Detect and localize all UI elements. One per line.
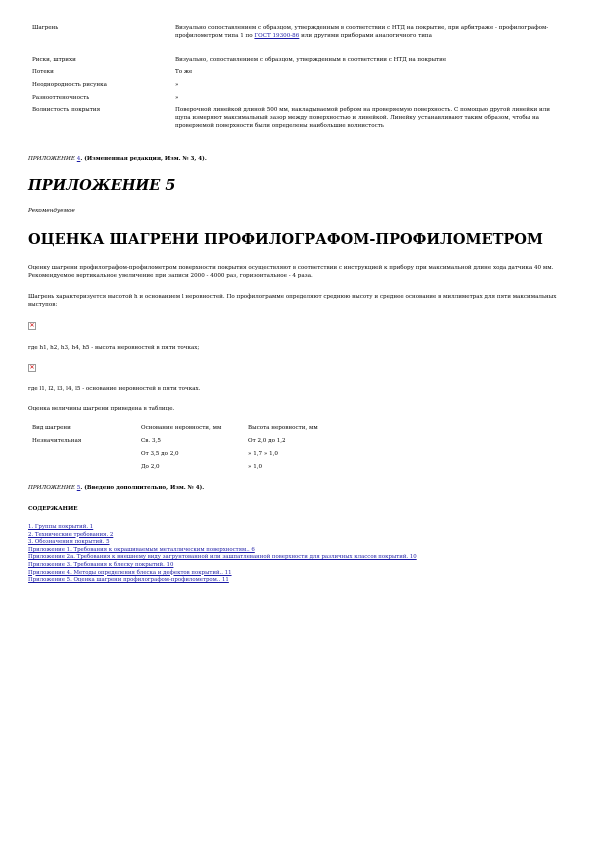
prop-name: Волнистость покрытия: [32, 107, 101, 113]
toc-link[interactable]: 2. Технические требования. 2: [28, 531, 114, 538]
gost-link[interactable]: ГОСТ 19300-86: [254, 33, 300, 39]
prop-value: »: [175, 95, 179, 101]
appendix-title: ПРИЛОЖЕНИЕ 5: [28, 177, 176, 194]
paragraph: Оценку шагрени профилографом-профилометром поверхности покрытия осуществляют в соответствии с инструкцией к прибору при максимальной длине хода датчика 40 мм. Рекомендуемое вертикальное увеличение при записи 2000 - 4000 раз, горизонтальное - 4 раза.: [28, 265, 554, 279]
prop-value: Визуально сопоставлением с образцом, утвержденным в соответствии с НТД на покрытие, при арбитраже - профилографом-профилометром типа 1 по ГОСТ 19300-86 или другими приборами аналогичного типа: [175, 25, 549, 39]
prop-name: Потеки: [32, 69, 54, 75]
prop-value: То же: [175, 69, 193, 75]
table-cell: До 2,0: [141, 464, 160, 470]
formula-caption: где l1, l2, l3, l4, l5 - основание неровностей в пяти точках.: [28, 386, 201, 392]
prop-value: »: [175, 82, 179, 88]
prop-name: Шагрень: [32, 25, 59, 31]
amendment-note: ПРИЛОЖЕНИЕ 4. (Измененная редакция, Изм. № 3, 4).: [28, 156, 207, 162]
paragraph: Оценка величины шагрени приведена в таблице.: [28, 406, 175, 412]
toc-link[interactable]: 1. Группы покрытий. 1: [28, 524, 94, 530]
table-of-contents: [28, 524, 417, 585]
table-header: Вид шагрени: [32, 425, 71, 431]
section-title: ОЦЕНКА ШАГРЕНИ ПРОФИЛОГРАФОМ-ПРОФИЛОМЕТРОМ: [28, 231, 543, 248]
table-header: Основание неровности, мм: [141, 425, 222, 431]
table-cell: » 1,0: [248, 464, 263, 470]
appendix-link[interactable]: 5: [76, 485, 81, 491]
toc-link[interactable]: Приложение 5. Оценка шагрени профилографом-профилометром.. 11: [28, 577, 229, 584]
table-cell: Незначительная: [32, 438, 82, 444]
prop-value: Поверочной линейкой длиной 500 мм, накладываемой ребром на проверяемую поверхность. С помощью другой линейки или щупа измеряют максимальный зазор между поверхностью и линейкой. Линейку устанавливают таким образом, чтобы на проверяемой поверхности были определены наибольшие волнистость: [175, 107, 550, 129]
prop-name: Разнооттеночность: [32, 95, 90, 101]
prop-value: Визуально, сопоставлением с образцом, утвержденным в соответствии с НТД на покрытие: [175, 57, 447, 63]
table-cell: Св. 3,5: [141, 438, 161, 444]
recommended-label: Рекомендуемое: [28, 208, 75, 214]
prop-name: Риски, штрихи: [32, 57, 76, 63]
toc-link[interactable]: Приложение 3. Требования к блеску покрытий. 10: [28, 561, 174, 568]
table-cell: » 1,7 » 1,0: [248, 451, 278, 457]
table-header: Высота неровности, мм: [248, 425, 318, 431]
toc-link[interactable]: Приложение 1. Требования к окрашиваемым металлическим поверхностям.. 6: [28, 546, 255, 553]
paragraph: Шагрень характеризуется высотой h и основанием l неровностей. По профилограмме определяют среднюю высоту и среднее основание в миллиметрах для пяти максимальных выступов:: [28, 294, 557, 308]
contents-title: СОДЕРЖАНИЕ: [28, 506, 78, 512]
toc-link[interactable]: Приложение 4. Методы определения блеска и дефектов покрытий.. 11: [28, 569, 232, 576]
table-cell: От 3,5 до 2,0: [141, 451, 179, 457]
table-cell: От 2,0 до 1,2: [248, 438, 286, 444]
prop-name: Неоднородность рисунка: [32, 82, 107, 88]
amendment-note: ПРИЛОЖЕНИЕ 5. (Введено дополнительно, Изм. № 4).: [28, 485, 205, 491]
appendix-link[interactable]: 4: [76, 156, 81, 162]
broken-image-icon: ✕: [29, 364, 35, 371]
toc-link[interactable]: Приложение 2а. Требования к внешнему виду загрунтованной или зашпатлеванной поверхности для различных классов покрытий. 10: [28, 554, 417, 561]
broken-image-icon: ✕: [29, 322, 35, 329]
formula-caption: где h1, h2, h3, h4, h5 - высота неровностей в пяти точках;: [28, 345, 200, 351]
toc-link[interactable]: 3. Обозначения покрытий. 5: [28, 539, 110, 546]
